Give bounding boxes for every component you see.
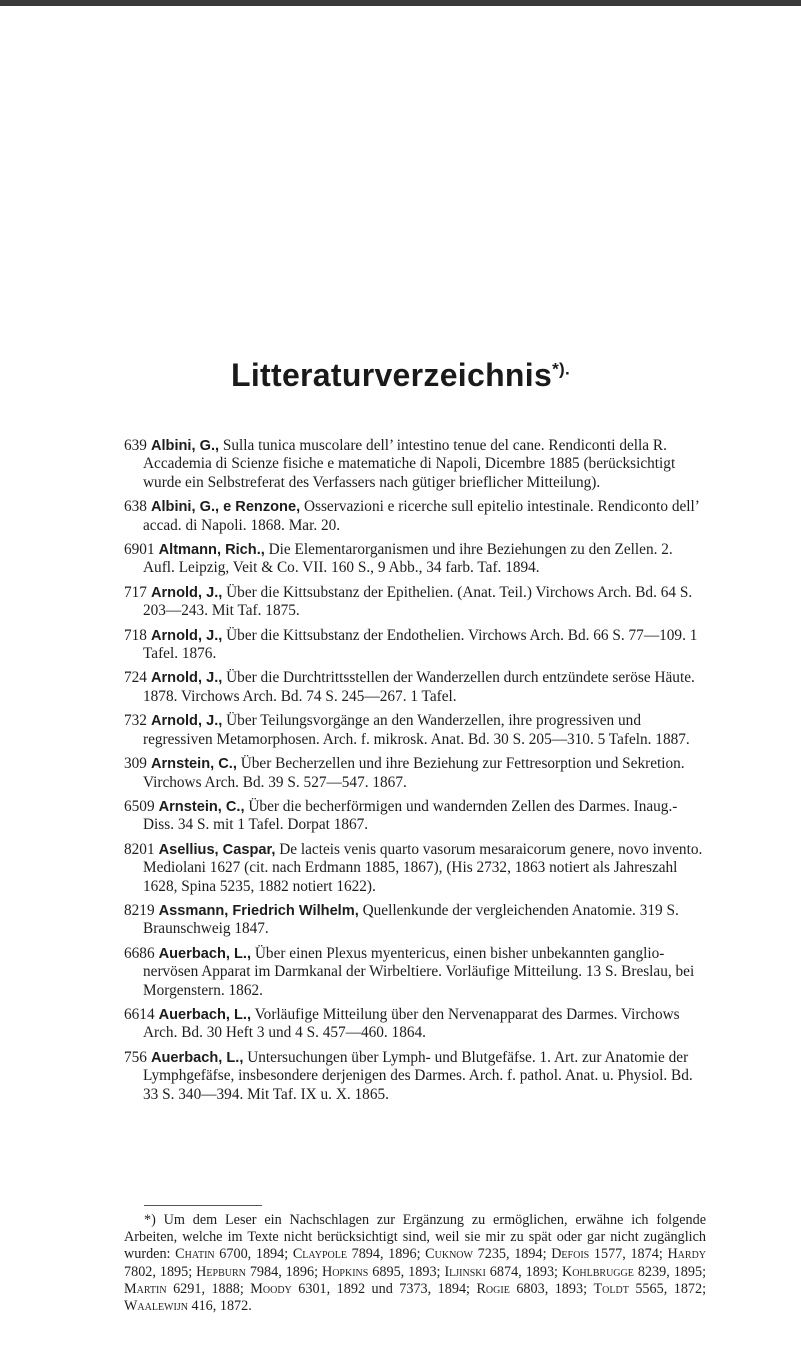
entry-author: Albini, G., e Renzone, xyxy=(150,499,301,516)
entry-text: Quellenkunde der vergleichenden Anatomie. 319 S. Braunschweig 1847. xyxy=(143,901,679,938)
bibliography-entry xyxy=(124,584,706,621)
entry-author: Auerbach, L., xyxy=(158,1006,252,1023)
page-title xyxy=(0,357,801,394)
footnote-ref-author: Hopkins xyxy=(321,1263,369,1280)
footnote-marker: *). xyxy=(552,359,570,379)
entry-author: Arnstein, C., xyxy=(150,756,237,773)
entry-text: Osservazioni e ricerche sull epitelio intestinale. Rendiconto dell’ accad. di Napoli. 1868. Mar. 20. xyxy=(143,498,699,534)
footnote: *) Um dem Leser ein Nachschlagen zur Ergänzung zu ermöglichen, erwähne ich folgende Arbeiten, welche im Texte nicht berücksichtigt sind, weil sie mir zu spät oder gar nicht zugänglich wurden: Chatin 6700, 1894; Claypole 7894, 1896; Cuknow 7235, 1894; Defois 1577, 1874; Hardy 7802, 1895; Hepburn 7984, 1896; Hopkins 6895, 1893; Iljinski 6874, 1893; Kohlbrugge 8239, 1895; Martin 6291, 1888; Moody 6301, 1892 und 7373, 1894; Rogie 6803, 1893; Toldt 5565, 1872; Waalewijn 416, 1872. xyxy=(124,1212,707,1315)
bibliography-entry xyxy=(124,498,706,535)
footnote-ref-citation: 1577, 1874 xyxy=(593,1246,659,1263)
bibliography-entry xyxy=(124,627,706,664)
entry-author: Assmann, Friedrich Wilhelm, xyxy=(158,902,359,919)
bibliography-entry xyxy=(124,945,706,1000)
footnote-ref-citation: 5565, 1872 xyxy=(635,1280,703,1297)
entry-number: 639 xyxy=(124,437,147,454)
footnote-ref-citation: 7235, 1894 xyxy=(477,1246,543,1263)
entry-text: Über Teilungsvorgänge an den Wanderzellen, ihre progressiven und regressiven Metamorphosen. Arch. f. mikrosk. Anat. Bd. 30 S. 205—310. 5 Tafeln. 1887. xyxy=(143,712,690,748)
footnote-ref-author: Toldt xyxy=(593,1280,629,1297)
footnote-ref-author: Hardy xyxy=(667,1246,707,1263)
entry-number: 717 xyxy=(124,583,147,601)
entry-number: 309 xyxy=(124,755,147,773)
entry-text: Über die Kittsubstanz der Endothelien. Virchows Arch. Bd. 66 S. 77—109. 1 Tafel. 1876. xyxy=(143,626,698,663)
entry-text: Die Elementarorganismen und ihre Beziehungen zu den Zellen. 2. Aufl. Leipzig, Veit & Co. VII. 160 S., 9 Abb., 34 farb. Taf. 1894. xyxy=(143,541,673,577)
entry-author: Altmann, Rich., xyxy=(158,542,265,559)
entry-number: 6509 xyxy=(124,797,155,815)
footnote-ref-citation: 8239, 1895 xyxy=(637,1263,703,1280)
entry-author: Auerbach, L., xyxy=(158,945,252,962)
footnote-ref-author: Hepburn xyxy=(196,1263,246,1280)
footnote-ref-citation: 6700, 1894 xyxy=(219,1246,285,1263)
footnote-ref-author: Iljinski xyxy=(444,1263,486,1280)
footnote-ref-citation: 416, 1872. xyxy=(191,1298,252,1315)
bibliography-entry xyxy=(124,712,706,749)
footnote-lead: *) Um dem Leser ein Nachschlagen zur Ergänzung zu ermöglichen, erwähne ich folgende Arbeiten, welche im Texte nicht berücksichtigt sind, weil sie mir zu spät oder gar nicht zugänglich wurden: xyxy=(124,1212,706,1263)
footnote-ref-author: Rogie xyxy=(476,1280,510,1297)
page-title-text: Litteraturverzeichnis xyxy=(231,357,553,393)
entry-number: 756 xyxy=(124,1048,147,1066)
entry-text: Vorläufige Mitteilung über den Nervenapparat des Darmes. Virchows Arch. Bd. 30 Heft 3 und 4 S. 457—460. 1864. xyxy=(143,1005,680,1042)
footnote-ref-author: Chatin xyxy=(175,1246,215,1263)
entry-text: Über die becherförmigen und wandernden Zellen des Darmes. Inaug.-Diss. 34 S. mit 1 Tafel. Dorpat 1867. xyxy=(143,797,678,834)
entry-author: Arnold, J., xyxy=(150,584,223,601)
entry-text: De lacteis venis quarto vasorum mesaraicorum genere, novo invento. Mediolani 1627 (cit. nach Erdmann 1885, 1867), (His 2732, 1863 notiert als Jahreszahl 1628, Spina 5235, 1882 notiert 1622). xyxy=(143,840,703,895)
entry-text: Über die Kittsubstanz der Epithelien. (Anat. Teil.) Virchows Arch. Bd. 64 S. 203—243. Mit Taf. 1875. xyxy=(143,583,693,620)
footnote-ref-author: Kohlbrugge xyxy=(561,1263,634,1280)
bibliography-entry xyxy=(124,841,706,896)
bibliography-entry xyxy=(124,1006,706,1043)
bibliography-entry xyxy=(124,798,706,835)
entry-text: Über einen Plexus myentericus, einen bisher unbekannten ganglio-nervösen Apparat im Darmkanal der Wirbeltiere. Vorläufige Mitteilung. 13 S. Breslau, bei Morgenstern. 1862. xyxy=(143,944,695,999)
entry-number: 718 xyxy=(124,626,147,644)
entry-author: Arnold, J., xyxy=(150,670,223,687)
entry-number: 732 xyxy=(124,712,147,730)
footnote-ref-citation: 6301, 1892 und 7373, 1894 xyxy=(298,1280,467,1297)
footnote-ref-author: Claypole xyxy=(292,1246,347,1263)
entry-number: 6901 xyxy=(124,541,155,559)
bibliography-entry xyxy=(124,902,706,939)
entry-number: 638 xyxy=(124,498,147,516)
entry-author: Arnold, J., xyxy=(150,713,223,730)
footnote-ref-author: Martin xyxy=(124,1280,167,1297)
bibliography-entry xyxy=(124,1049,706,1104)
entry-author: Asellius, Caspar, xyxy=(158,841,276,858)
bibliography-list xyxy=(124,437,706,1110)
entry-author: Albini, G., xyxy=(150,438,220,454)
top-border-rule xyxy=(0,0,801,6)
bibliography-entry xyxy=(124,755,706,792)
bibliography-entry xyxy=(124,541,706,578)
footnote-ref-citation: 6895, 1893 xyxy=(372,1263,437,1280)
footnote-ref-author: Defois xyxy=(551,1246,590,1263)
entry-number: 6686 xyxy=(124,944,155,962)
entry-text: Über die Durchtrittsstellen der Wanderzellen durch entzündete seröse Häute. 1878. Virchows Arch. Bd. 74 S. 245—267. 1 Tafel. xyxy=(143,669,695,705)
bibliography-entry xyxy=(124,669,706,706)
entry-text: Untersuchungen über Lymph- und Blutgefäfse. 1. Art. zur Anatomie der Lymphgefäfse, insbesondere derjenigen des Darmes. Arch. f. pathol. Anat. u. Physiol. Bd. 33 S. 340—394. Mit Taf. IX u. X. 1865. xyxy=(143,1048,693,1103)
entry-author: Auerbach, L., xyxy=(150,1049,244,1066)
entry-author: Arnold, J., xyxy=(150,627,223,644)
footnote-divider xyxy=(144,1205,262,1206)
footnote-ref-citation: 6803, 1893 xyxy=(516,1280,584,1297)
entry-author: Arnstein, C., xyxy=(158,798,245,815)
bibliography-entry xyxy=(124,437,706,492)
footnote-ref-author: Cuknow xyxy=(425,1246,473,1263)
footnote-ref-author: Moody xyxy=(250,1280,292,1297)
footnote-ref-author: Waalewijn xyxy=(124,1298,188,1315)
entry-text: Über Becherzellen und ihre Beziehung zur Fettresorption und Sekretion. Virchows Arch. Bd. 39 S. 527—547. 1867. xyxy=(143,755,685,791)
entry-number: 8219 xyxy=(124,901,155,919)
footnote-ref-citation: 7984, 1896 xyxy=(249,1263,315,1280)
footnote-ref-citation: 7802, 1895 xyxy=(124,1263,189,1280)
entry-number: 8201 xyxy=(124,840,155,858)
entry-number: 6614 xyxy=(124,1005,155,1023)
entry-number: 724 xyxy=(124,669,147,687)
footnote-ref-citation: 6291, 1888 xyxy=(173,1280,240,1297)
footnote-ref-citation: 7894, 1896 xyxy=(351,1246,417,1263)
footnote-ref-citation: 6874, 1893 xyxy=(489,1263,555,1280)
entry-text: Sulla tunica muscolare dell’ intestino tenue del cane. Rendiconti della R. Accademia di Scienze fisiche e matematiche di Napoli, Dicembre 1885 (berücksichtigt wurde ein Selbstreferat des Verfassers nach gütiger brieflicher Mitteilung). xyxy=(143,437,676,491)
